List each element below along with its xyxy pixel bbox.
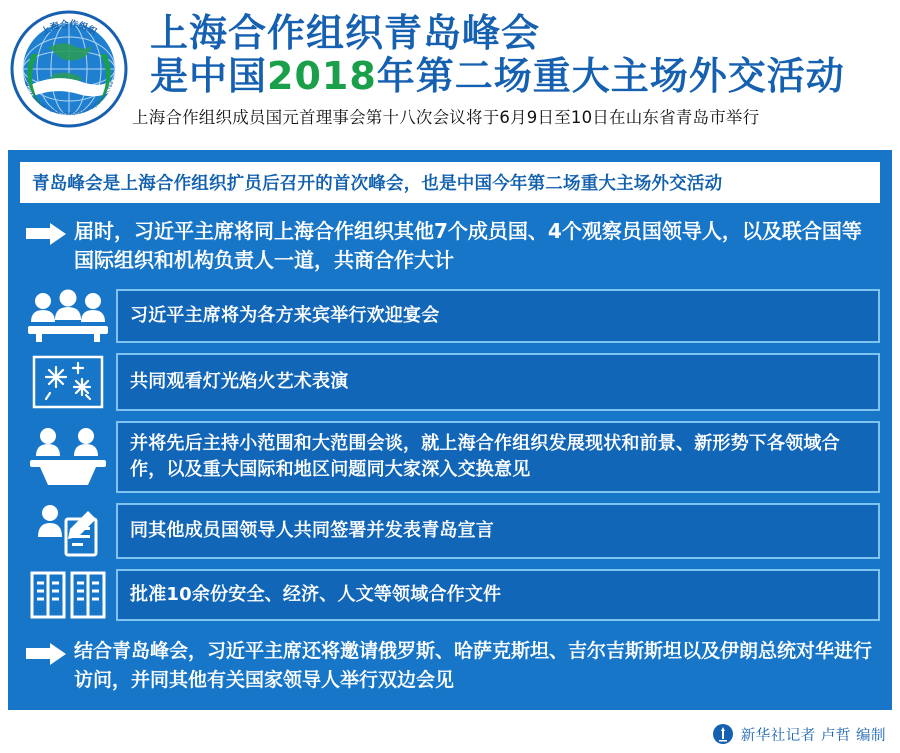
arrow-right-icon [26,223,68,245]
item-list [20,289,880,621]
lead-statement: 青岛峰会是上海合作组织扩员后召开的首次峰会，也是中国今年第二场重大主场外交活动 [20,162,880,203]
list-item [20,569,880,621]
credit-text: 新华社记者 卢哲 编制 [740,727,886,744]
highlight-row [20,217,880,275]
page-title-line2 [132,55,890,98]
signing-document-icon [20,503,116,559]
title-part-a: 是中国 [150,53,268,98]
svg-text:上海合作组织: 上海合作组织 [40,19,98,38]
credit [712,723,886,745]
arrow-right-icon [26,643,68,665]
footer-text: 结合青岛峰会，习近平主席还将邀请俄罗斯、哈萨克斯坦、吉尔吉斯斯坦以及伊朗总统对华进行访问，并同其他有关国家领导人举行双边会见 [74,640,873,691]
list-item-text: 批准10余份安全、经济、人文等领域合作文件 [116,569,880,621]
title-part-year: 2018 [267,53,377,98]
page-subtitle: 上海合作组织成员国元首理事会第十八次会议将于6月9日至10日在山东省青岛市举行 [132,108,760,128]
sco-emblem-icon [10,10,128,128]
svg-text:Шанхайская Организация Сотрудн: Шанхайская Организация Сотрудничества [22,80,116,118]
fireworks-icon [20,353,116,411]
banquet-table-icon [20,289,116,343]
list-item-text: 共同观看灯光焰火艺术表演 [116,353,880,411]
footer-row [20,637,880,694]
list-item [20,503,880,559]
xinhua-logo-icon [712,723,734,745]
list-item [20,289,880,343]
list-item-text: 并将先后主持小范围和大范围会谈，就上海合作组织发展现状和前景、新形势下各领域合作，以及重大国际和地区问题同大家深入交换意见 [116,421,880,493]
highlight-text: 届时，习近平主席将同上海合作组织其他7个成员国、4个观察员国领导人，以及联合国等国际组织和机构负责人一道，共商合作大计 [74,219,862,272]
title-block [128,8,890,128]
header [0,0,900,148]
two-books-icon [20,569,116,621]
list-item [20,353,880,411]
list-item-text: 习近平主席将为各方来宾举行欢迎宴会 [116,289,880,343]
content-panel [8,150,892,710]
meeting-table-icon [20,421,116,493]
page-title-line1: 上海合作组织青岛峰会 [150,11,541,55]
title-part-c: 年第二场重大主场外交活动 [376,53,845,98]
list-item-text: 同其他成员国领导人共同签署并发表青岛宣言 [116,503,880,559]
list-item [20,421,880,493]
